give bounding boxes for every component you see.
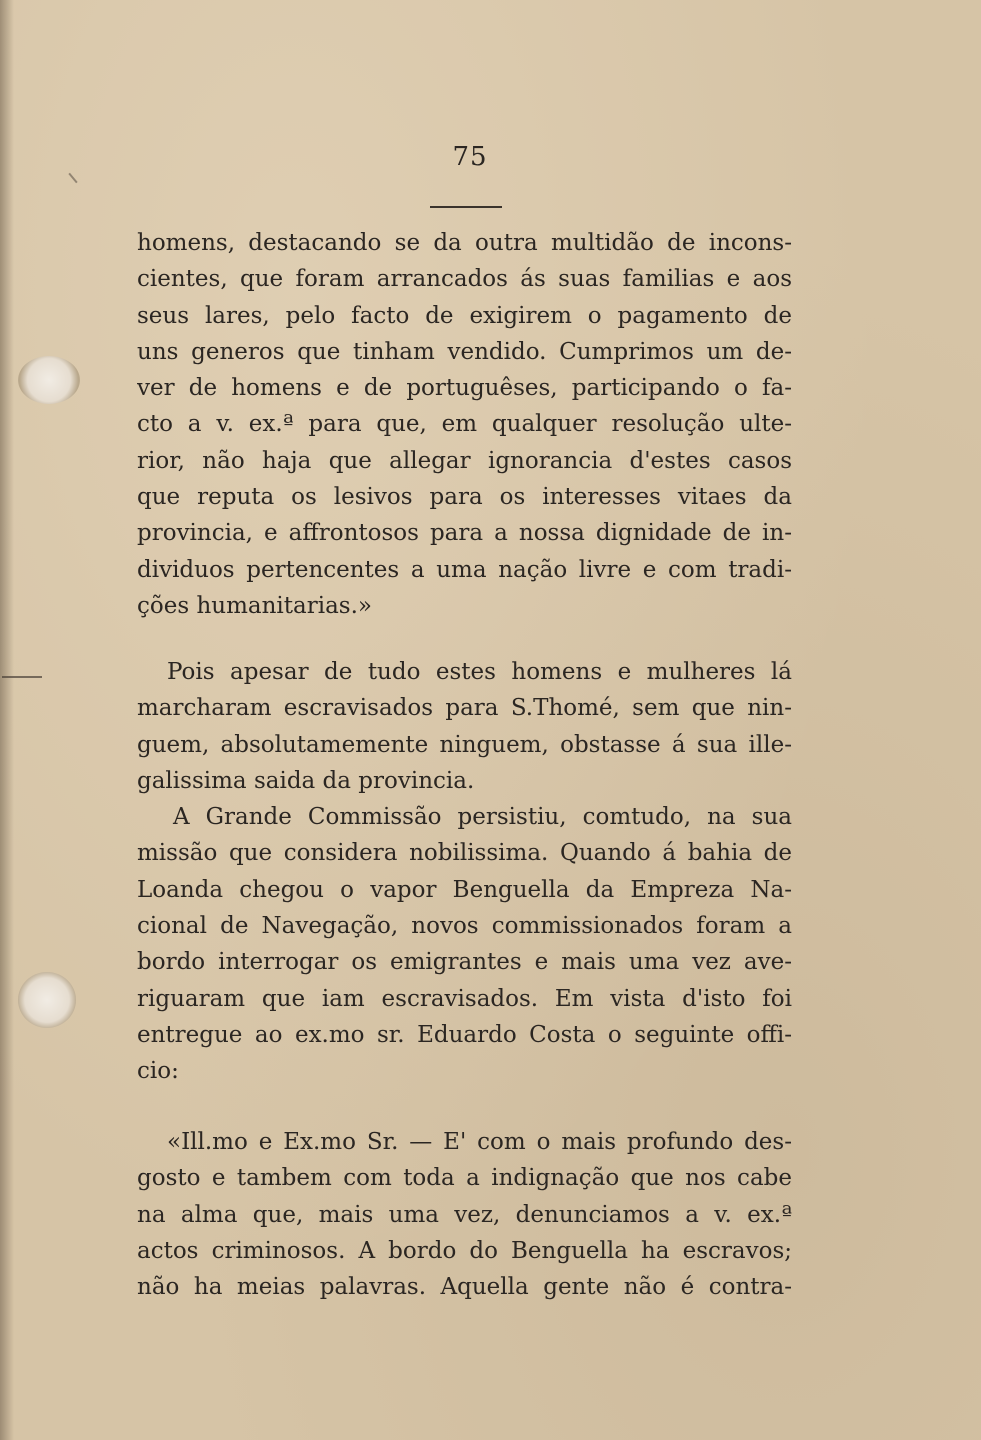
binding-hole-top (18, 356, 80, 404)
paragraph-1 (137, 225, 792, 624)
text-line: dividuos pertencentes a uma nação livre e com tradi- (137, 556, 792, 583)
text-line: guem, absolutamemente ninguem, obstasse á sua ille- (137, 731, 792, 758)
text-line: provincia, e affrontosos para a nossa dignidade de in- (137, 520, 792, 547)
text-line: galissima saida da provincia. (137, 767, 475, 794)
text-line: A Grande Commissão persistiu, comtudo, na sua (173, 804, 792, 831)
margin-mark-small (68, 173, 77, 183)
text-line: marcharam escravisados para S.Thomé, sem que nin- (137, 695, 792, 722)
text-line: cientes, que foram arrancados ás suas familias e aos (137, 266, 792, 293)
text-line: actos criminosos. A bordo do Benguella ha escravos; (137, 1237, 792, 1264)
text-line: cto a v. ex.ª para que, em qualquer resolução ulte- (137, 411, 792, 438)
header-rule (430, 206, 502, 208)
text-line: «Ill.mo e Ex.mo Sr. — E' com o mais profundo des- (167, 1129, 792, 1155)
text-line: entregue ao ex.mo sr. Eduardo Costa o seguinte offi- (137, 1021, 792, 1048)
paragraph-3 (137, 1124, 792, 1305)
text-line: bordo interrogar os emigrantes e mais uma vez ave- (137, 949, 792, 976)
text-line: que reputa os lesivos para os interesses vitaes da (137, 484, 792, 511)
text-line: riguaram que iam escravisados. Em vista d'isto foi (137, 985, 792, 1012)
text-line: seus lares, pelo facto de exigirem o pagamento de (137, 302, 792, 329)
text-line: não ha meias palavras. Aquella gente não é contra- (137, 1274, 792, 1301)
text-line: cional de Navegação, novos commissionados foram a (137, 913, 792, 940)
paragraph-2 (137, 654, 792, 1090)
text-line: rior, não haja que allegar ignorancia d'estes casos (137, 447, 792, 474)
margin-mark (2, 676, 42, 678)
text-line: na alma que, mais uma vez, denunciamos a v. ex.ª (137, 1201, 792, 1228)
text-line: missão que considera nobilissima. Quando á bahia de (137, 840, 792, 867)
binding-shadow (0, 0, 14, 1440)
binding-hole-bottom (18, 972, 76, 1028)
text-line: ver de homens e de portuguêses, participando o fa- (137, 375, 792, 402)
text-line: homens, destacando se da outra multidão de incons- (137, 230, 792, 256)
page-number: 75 (452, 142, 488, 172)
text-line: Pois apesar de tudo estes homens e mulheres lá (167, 659, 792, 685)
text-line: ções humanitarias.» (137, 592, 372, 619)
text-line: gosto e tambem com toda a indignação que nos cabe (137, 1165, 792, 1192)
text-line: Loanda chegou o vapor Benguella da Empreza Na- (137, 876, 792, 903)
text-line: cio: (137, 1058, 179, 1085)
text-line: uns generos que tinham vendido. Cumprimos um de- (137, 338, 792, 365)
